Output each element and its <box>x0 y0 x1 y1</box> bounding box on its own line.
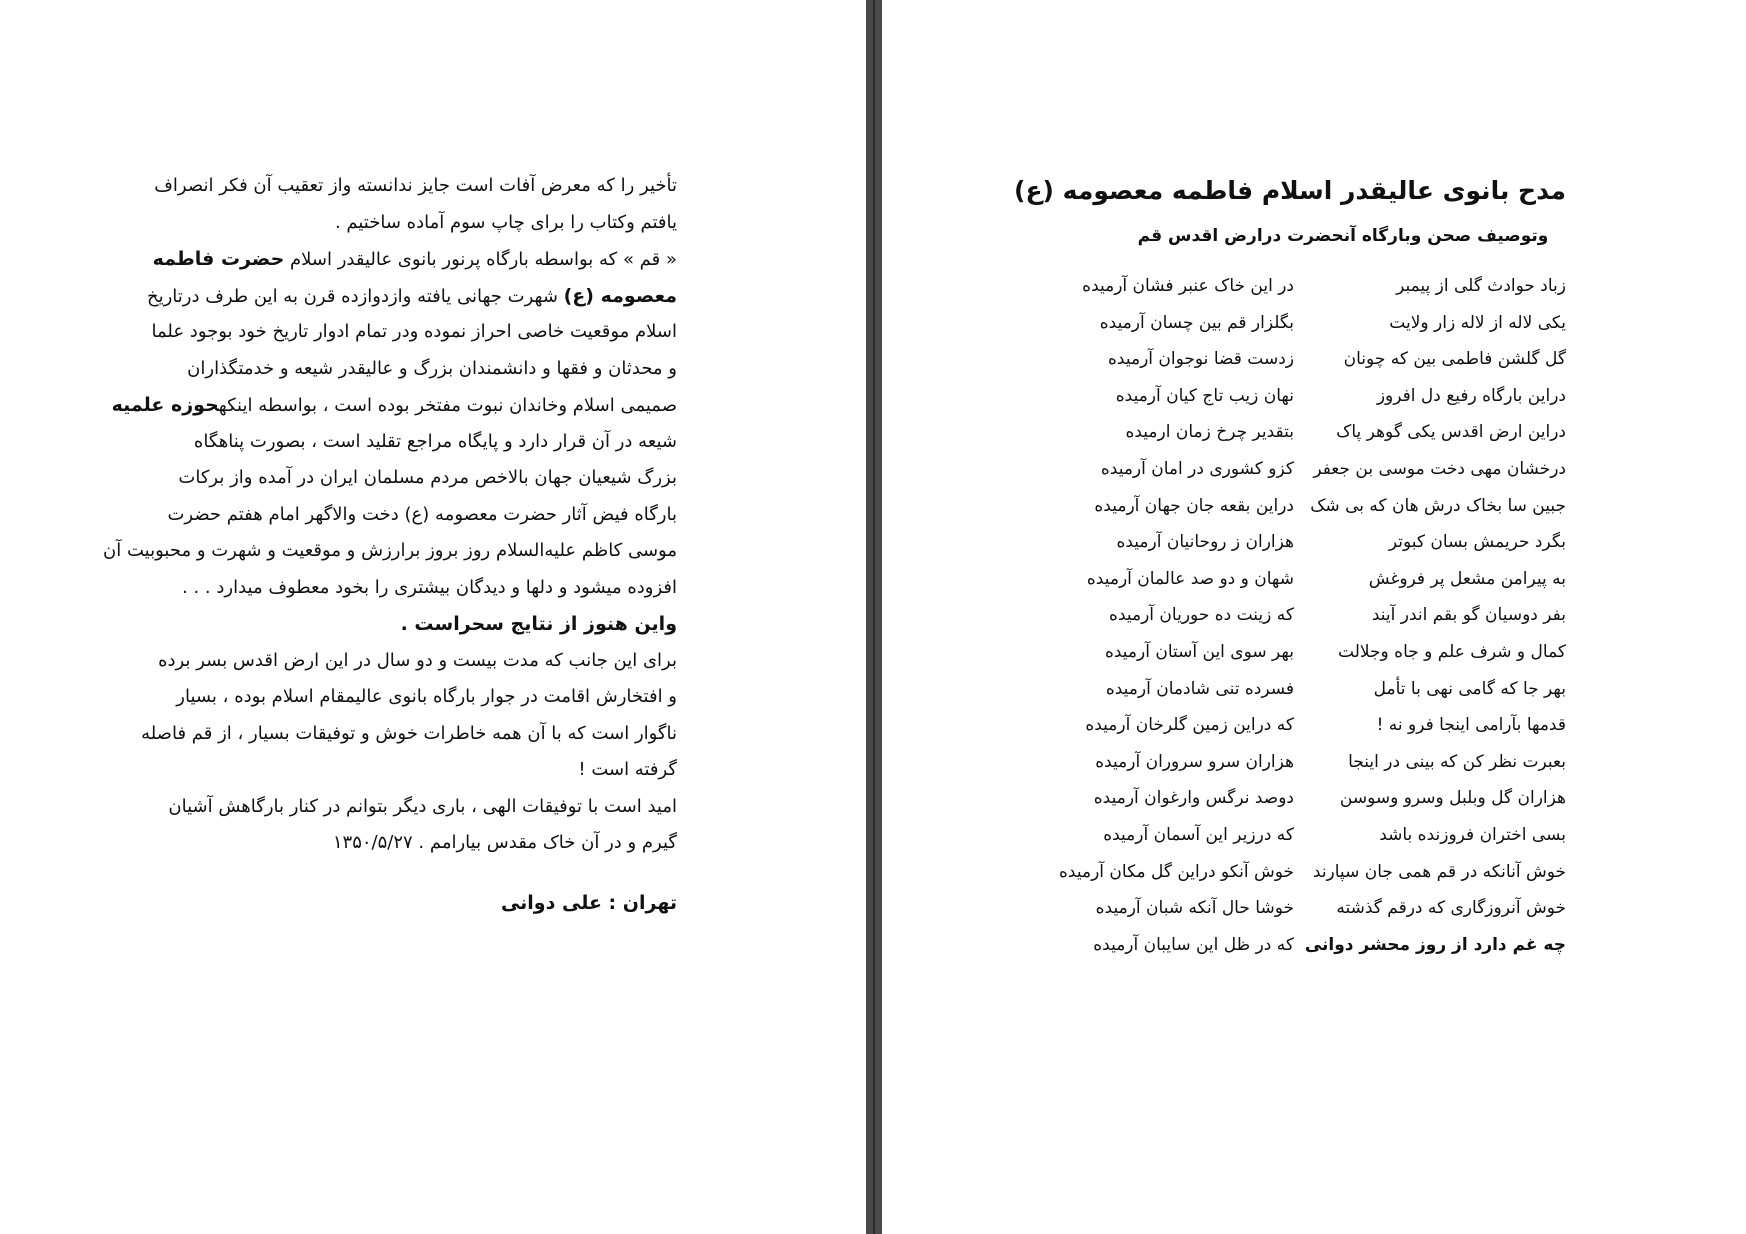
verse-line: هزاران سرو سروران آرمیده <box>1095 751 1294 772</box>
left-page <box>0 0 866 1234</box>
text-line: و افتخارش اقامت در جوار بارگاه بانوی عالیمقام اسلام بوده ، بسیار <box>176 686 677 707</box>
verse-line: بسی اختران فروزنده باشد <box>1379 824 1566 845</box>
emphasis-line: واین هنوز از نتایج سحراست . <box>400 613 677 635</box>
verse-line: در این خاک عنبر فشان آرمیده <box>1082 276 1294 296</box>
verse-line: هزاران گل وبلبل وسرو وسوسن <box>1339 788 1566 809</box>
verse-line: زباد حوادث گلی از پیمبر <box>1396 276 1566 296</box>
text-line: گرفته است ! <box>578 759 677 780</box>
verse-line: نهان زیب تاج کیان آرمیده <box>1115 385 1294 406</box>
verse-line: که زینت ده حوریان آرمیده <box>1109 605 1294 626</box>
text-line: و محدثان و فقها و دانشمندان بزرگ و عالیقدر شیعه و خدمتگذاران <box>187 357 677 379</box>
verse-line: کمال و شرف علم و جاه وجلالت <box>1338 641 1566 662</box>
verse-line: درخشان مهی دخت موسی بن جعفر <box>1313 458 1566 479</box>
verse-line: بعبرت نظر کن که بینی در اینجا <box>1348 751 1566 772</box>
verse-line: گل گلشن فاطمی بین که چونان <box>1343 349 1566 370</box>
verse-line: خوش آنانکه در قم همی جان سپارند <box>1312 861 1566 882</box>
text-line: بزرگ شیعیان جهان بالاخص مردم مسلمان ایران در آمده واز برکات <box>178 467 677 488</box>
text-line: موسی کاظم عليه‌السلام روز بروز برارزش و موقعیت و شهرت و محبوبیت آن <box>103 540 677 561</box>
text-line: یافتم وکتاب را برای چاپ سوم آماده ساختیم . <box>334 211 677 233</box>
verse-line: زدست قضا نوجوان آرمیده <box>1108 349 1294 370</box>
verse-line: کزو کشوری در امان آرمیده <box>1100 458 1294 479</box>
verse-line: دوصد نرگس وارغوان آرمیده <box>1093 788 1294 809</box>
verse-line: دراین بقعه جان جهان آرمیده <box>1094 495 1294 516</box>
text-line: « قم » که بواسطه بارگاه پرنور بانوی عالیقدر اسلام حضرت فاطمه <box>152 248 677 270</box>
verse-line: بفر دوسیان گو بقم اندر آیند <box>1371 605 1566 626</box>
text-line: امید است با توفیقات الهی ، باری دیگر بتوانم در کنار بارگاهش آشیان <box>168 795 677 817</box>
text-line: گیرم و در آن خاک مقدس بیارامم . ۱۳۵۰/۵/۲۷ <box>332 832 677 853</box>
text-line: ناگوار است که با آن همه خاطرات خوش و توفیقات بسیار ، از قم فاصله <box>141 722 677 744</box>
text-line: صمیمی اسلام وخاندان نبوت مفتخر بوده است ، بواسطه اینکهحوزه علمیه <box>111 394 677 416</box>
verse-line: دراین بارگاه رفیع دل افروز <box>1376 385 1566 406</box>
author-signature: تهران : علی دوانی <box>500 892 677 914</box>
poem-column-left <box>1059 268 1294 963</box>
verse-line: دراین ارض اقدس یکی گوهر پاک <box>1336 422 1566 443</box>
verse-line: بتقدیر چرخ زمان ارمیده <box>1125 422 1294 443</box>
verse-line: که درزیر این آسمان آرمیده <box>1103 824 1294 845</box>
text-line: اسلام موقعیت خاصی احراز نموده ودر تمام ادوار تاریخ خود بوجود علما <box>151 321 677 342</box>
signature-row <box>205 888 677 928</box>
verse-line: خوشا حال آنکه شبان آرمیده <box>1095 898 1294 919</box>
verse-line: قدمها بآرامی اینجا فرو نه ! <box>1376 715 1566 736</box>
verse-line: شهان و دو صد عالمان آرمیده <box>1086 568 1294 589</box>
text-line: افزوده میشود و دلها و دیدگان بیشتری را بخود معطوف میدارد . . . <box>182 576 677 598</box>
verse-line: به پیرامن مشعل پر فروغش <box>1368 568 1566 589</box>
verse-line: یکی لاله از لاله زار ولایت <box>1389 312 1566 333</box>
poem-title: مدح بانوی عالیقدر اسلام فاطمه معصومه (ع) <box>1014 176 1566 205</box>
verse-line: بگرد حریمش بسان کبوتر <box>1388 532 1566 553</box>
prose-body <box>103 168 677 862</box>
verse-line: خوش آنکو دراین گل مکان آرمیده <box>1059 861 1294 882</box>
verse-line: بهر سوی این آستان آرمیده <box>1104 641 1294 662</box>
text-line: برای این جانب که مدت بیست و دو سال در این ارض اقدس بسر برده <box>158 649 677 671</box>
verse-line: بگلزار قم بین چسان آرمیده <box>1099 312 1294 333</box>
text-line: معصومه (ع) شهرت جهانی یافته وازدوازده قرن به این طرف درتاریخ <box>146 284 677 307</box>
poem-column-right <box>1304 268 1566 963</box>
verse-line: که دراین زمین گلرخان آرمیده <box>1085 715 1294 736</box>
book-gutter <box>866 0 882 1234</box>
text-line: بارگاه فیض آثار حضرت معصومه (ع) دخت والاگهر امام هفتم حضرت <box>167 503 677 525</box>
poem-subtitle: وتوصیف صحن وبارگاه آنحضرت درارض اقدس قم <box>1137 226 1549 246</box>
verse-line: بهر جا که گامی نهی با تأمل <box>1373 678 1566 699</box>
verse-line: که در ظل این سایبان آرمیده <box>1093 934 1294 955</box>
verse-line: جبین سا بخاک درش هان که بی شک <box>1310 495 1566 516</box>
text-line: شیعه در آن قرار دارد و پایگاه مراجع تقلید است ، بصورت پناهگاه <box>193 430 677 452</box>
verse-line: هزاران ز روحانیان آرمیده <box>1116 532 1294 553</box>
text-line: تأخیر را که معرض آفات است جایز ندانسته واز تعقیب آن فکر انصراف <box>154 175 677 196</box>
verse-line: فسرده تنی شادمان آرمیده <box>1105 678 1294 699</box>
verse-line: خوش آنروزگاری که درقم گذشته <box>1336 898 1566 919</box>
verse-line: چه غم دارد از روز محشر دوانی <box>1304 934 1566 955</box>
